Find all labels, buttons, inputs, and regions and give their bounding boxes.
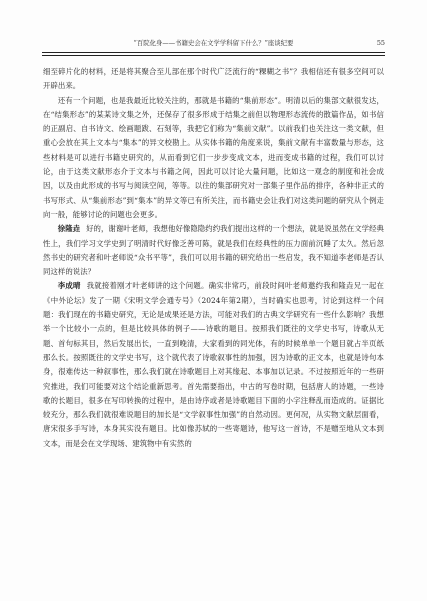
paragraph-3 bbox=[43, 222, 384, 279]
paragraph-2-text: 还有一个问题，也是我最近比较关注的，那就是书籍的“集前形态”。明清以后的集部文献很发达，在“结集形态”的某某诗文集之外，还保存了很多形成于结集之前但以物理形态流传的散篇作品，如书信的正副启、自书诗文、绘画题跋、石刻等，我把它们称为“集前文献”。以前我们也关注这一类文献，但重心会放在其上文本与“集本”的异文校勘上。从实体书籍的角度来说，集前文献有丰富数量与形态，这些材料是可以进行书籍史研究的，从而看到它们一步步变成文本，进而变成书籍的过程，我们可以讨论，由于这类文献形态介于文本与书籍之间，因此可以讨论大量问题，比如这一观念的制度和社会成因，以及由此形成的书写与阅读空间，等等。以往的集部研究对一部集子里作品的排序，各种非正式的书写形式、从“集前形态”到“集本”的异文等已有所关注，而书籍史会让我们对这类问题的研究从个例走向一般，能够讨论的问题也会更多。 bbox=[43, 95, 384, 219]
header-rule-thick bbox=[42, 52, 385, 53]
paragraph-4 bbox=[43, 279, 384, 451]
running-header bbox=[42, 36, 385, 50]
paragraph-1 bbox=[43, 65, 384, 94]
paragraph-3-text: 好的，谢谢叶老师，我想他好像隐隐约约我们提出这样的一个想法，就是说虽然在文学经典性上，我们学习文学史到了明清时代好像乏善可陈，就是我们在经典性的压力面前沉睡了太久。然后忽然书史的研究者和叶老师说“众书平等”，我们可以用书籍的研究给出一些启发，我不知道李老师是否认同这样的说法？ bbox=[43, 224, 384, 277]
page-number: 55 bbox=[376, 39, 385, 47]
running-header-title: “百院化身——书籍史会在文学学科留下什么？”座谈纪要 bbox=[133, 39, 294, 47]
article-body bbox=[43, 65, 384, 451]
speaker-name: 李成晴 bbox=[57, 281, 81, 291]
paragraph-4-text: 我就接着刚才叶老师讲的这个问题。确实非常巧，前段时间叶老师邀约我和隆垚兄一起在《中外论坛》发了一期《宋明文学会通专号》（2024年第2期），当时确实也思考，讨论到这样一个问题：我们现在的书籍史研究，无论是成果还是方法，可能对我们的古典文学研究有一些什么影响？我想举一个比较小一点的，但是比较具体的例子——诗歌的题目。按照我们既往的文学史书写，诗歌从无题、首句标其目，然后发展出长，一直到晚清，大家看到的同光体，有的时候单单一个题目就占半页纸那么长。按照既往的文学史书写，这个就代表了诗歌叙事性的加强，因为诗歌的正文本，也就是诗句本身，很难传达一种叙事性，那么我们就在诗歌题目上对其缘起、本事加以记录。不过按照近年的一些研究推进，我们可能要对这个结论重新思考。首先需要指出，中古的写卷时期，包括唐人的诗题，一些诗歌的长题目，很多在写印转换的过程中，是由诗序或者是诗歌题目下面的小字注释乱而造成的。证据比较充分，那么我们就很难说题目的加长是“文学叙事性加强”的自然动因。更何况，从实物文献层面看，唐宋很多手写诗，本身其实没有题目。比如像苏轼的一些寄题诗，他写这一首诗，不是赠至地从文本到文本，而是会在文学现场、建筑物中有实然的 bbox=[43, 281, 384, 448]
paragraph-2 bbox=[43, 94, 384, 223]
speaker-name: 徐隆垚 bbox=[57, 224, 81, 234]
header-rule-thin bbox=[42, 55, 385, 56]
paragraph-1-text: 细至碎片化的材料，还是将其聚合至儿部在那个时代广泛流行的“粿糊之书”？我相信还有很多空间可以开辟出来。 bbox=[43, 67, 384, 91]
